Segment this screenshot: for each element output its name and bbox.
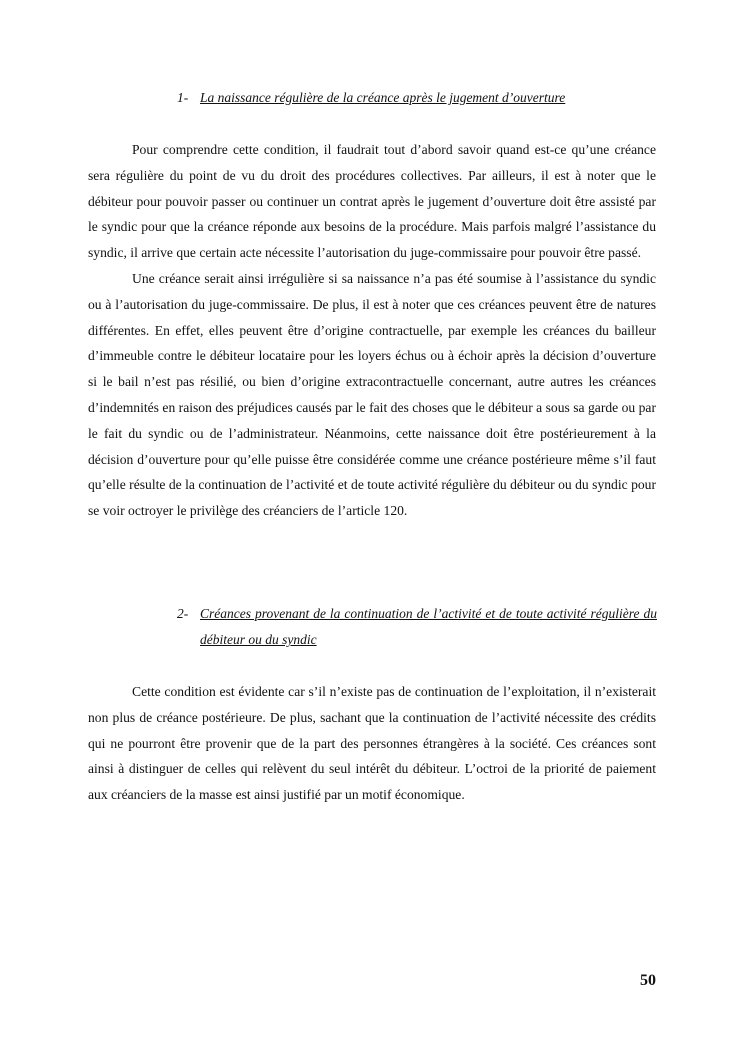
- section-1-number: 1-: [177, 90, 189, 105]
- section-2-title: Créances provenant de la continuation de l’activité et de toute activité régulière du débiteur ou du syndic: [200, 606, 657, 647]
- section-1-title: La naissance régulière de la créance après le jugement d’ouverture: [200, 90, 566, 105]
- section-1-body: [88, 137, 656, 524]
- page-number: 50: [640, 972, 656, 989]
- section-2-number: 2-: [177, 606, 189, 621]
- section-2-paragraph-1: Cette condition est évidente car s’il n’existe pas de continuation de l’exploitation, il n’existerait non plus de créance postérieure. De plus, sachant que la continuation de l’activité nécessite des crédits qui ne pourront être provenir que de la part des personnes étrangères à la société. Ces créances sont ainsi à distinguer de celles qui relèvent du seul intérêt du débiteur. L’octroi de la priorité de paiement aux créanciers de la masse est ainsi justifié par un motif économique.: [88, 684, 656, 803]
- section-1-heading: [177, 85, 657, 111]
- section-1-paragraph-2: Une créance serait ainsi irrégulière si sa naissance n’a pas été soumise à l’assistance du syndic ou à l’autorisation du juge-commissaire. De plus, il est à noter que ces créances peuvent être de natures différentes. En effet, elles peuvent être d’origine contractuelle, par exemple les créances du bailleur d’immeuble contre le débiteur locataire pour les loyers échus ou à échoir après la décision d’ouverture si le bail n’est pas résilié, ou bien d’origine extracontractuelle concernant, autre autres les créances d’indemnités en raison des préjudices causés par le fait des choses que le débiteur a sous sa garde ou par le fait du syndic ou de l’administrateur. Néanmoins, cette naissance doit être postérieurement à la décision d’ouverture pour qu’elle puisse être considérée comme une créance postérieure même s’il faut qu’elle résulte de la continuation de l’activité et de toute activité régulière du débiteur ou du syndic pour se voir octroyer le privilège des créanciers de l’article 120.: [88, 270, 656, 519]
- section-2-heading: [177, 601, 657, 653]
- section-2-body: [88, 679, 656, 808]
- section-1-paragraph-1: Pour comprendre cette condition, il faudrait tout d’abord savoir quand est-ce qu’une créance sera régulière du point de vu du droit des procédures collectives. Par ailleurs, il est à noter que le débiteur pour pouvoir passer ou continuer un contrat après le jugement d’ouverture doit être assisté par le syndic pour que la créance réponde aux besoins de la procédure. Mais parfois malgré l’assistance du syndic, il arrive que certain acte nécessite l’autorisation du juge-commissaire pour pouvoir être passé.: [88, 142, 656, 261]
